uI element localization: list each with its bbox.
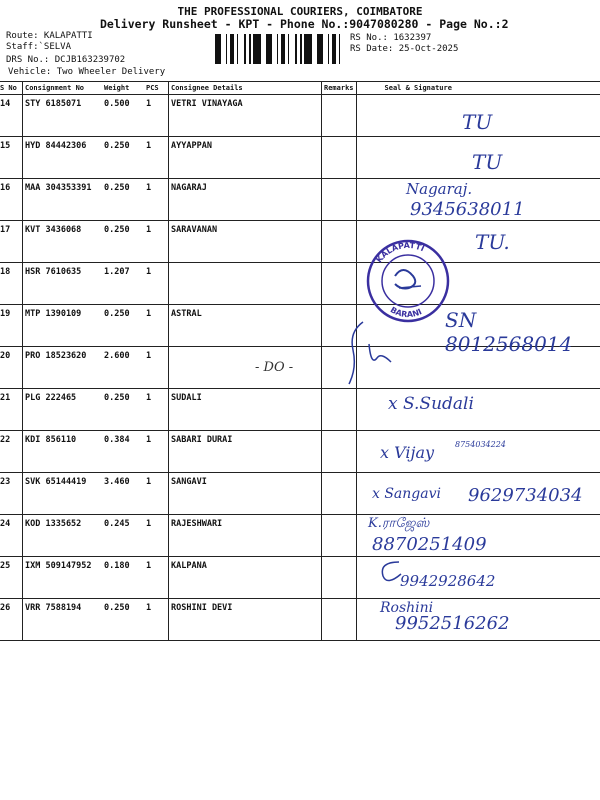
- cell-weight: 2.600: [102, 347, 144, 389]
- rs-number: RS No.: 1632397: [350, 33, 432, 43]
- table-row: [0, 431, 600, 473]
- runsheet-title: Delivery Runsheet - KPT - Phone No.:9047080280 - Page No.:2: [100, 17, 509, 31]
- cell-weight: 0.250: [102, 221, 144, 263]
- seal-ring-top: KALAPATTI: [374, 240, 426, 265]
- signature-17: TU.: [475, 230, 510, 254]
- company-title: THE PROFESSIONAL COURIERS, COIMBATORE: [177, 5, 423, 18]
- cell-consignment: STY 6185071: [23, 95, 103, 137]
- cell-consignment: MAA 304353391: [23, 179, 103, 221]
- signature-23-name: x Sangavi: [372, 486, 441, 502]
- signature-14: TU: [462, 110, 493, 134]
- col-consignee: Consignee Details: [169, 82, 322, 95]
- table-row: [0, 389, 600, 431]
- cell-remarks: [322, 137, 357, 179]
- signature-19: SN 8012568014: [445, 308, 573, 356]
- signature-16-name: Nagaraj.: [406, 180, 473, 198]
- cell-consignee: SARAVANAN: [169, 221, 322, 263]
- signature-23-phone: 9629734034: [468, 485, 583, 506]
- barcode: [215, 34, 345, 64]
- cell-pcs: 1: [144, 389, 169, 431]
- cell-weight: 0.250: [102, 389, 144, 431]
- cell-weight: 0.500: [102, 95, 144, 137]
- cell-weight: 0.250: [102, 179, 144, 221]
- svg-text:KALAPATTI: [374, 241, 425, 265]
- cell-remarks: [322, 473, 357, 515]
- cell-pcs: 1: [144, 221, 169, 263]
- cell-sno: 19: [0, 305, 23, 347]
- cell-sno: 14: [0, 95, 23, 137]
- table-row: [0, 137, 600, 179]
- cell-consignee: KALPANA: [169, 557, 322, 599]
- staff-label: Staff:`SELVA: [6, 42, 72, 52]
- table-row: [0, 557, 600, 599]
- cell-pcs: 1: [144, 557, 169, 599]
- cell-pcs: 1: [144, 347, 169, 389]
- table-row: [0, 95, 600, 137]
- cell-consignee: [169, 263, 322, 305]
- cell-consignee: SANGAVI: [169, 473, 322, 515]
- cell-pcs: 1: [144, 137, 169, 179]
- cell-consignment: PRO 18523620: [23, 347, 103, 389]
- cell-remarks: [322, 515, 357, 557]
- col-weight: Weight: [102, 82, 144, 95]
- cell-remarks: [322, 179, 357, 221]
- cell-sno: 18: [0, 263, 23, 305]
- cell-consignment: PLG 222465: [23, 389, 103, 431]
- drs-number: DRS No.: DCJB163239702: [6, 55, 126, 65]
- cell-pcs: 1: [144, 179, 169, 221]
- cell-consignee: SUDALI: [169, 389, 322, 431]
- signature-24-name: K.ராஜேஸ்: [368, 516, 430, 531]
- cell-remarks: [322, 557, 357, 599]
- seal-ring-bottom: BARANI: [388, 305, 424, 320]
- route-label: Route: KALAPATTI: [6, 31, 93, 41]
- cell-consignee: AYYAPPAN: [169, 137, 322, 179]
- cell-sno: 25: [0, 557, 23, 599]
- cell-weight: 0.250: [102, 137, 144, 179]
- rs-date: RS Date: 25-Oct-2025: [350, 44, 459, 54]
- cell-consignee: ASTRAL: [169, 305, 322, 347]
- cell-sno: 23: [0, 473, 23, 515]
- cell-consignment: IXM 509147952: [23, 557, 103, 599]
- cell-consignment: MTP 1390109: [23, 305, 103, 347]
- table-header-row: [0, 82, 600, 95]
- cell-sno: 21: [0, 389, 23, 431]
- runsheet-table: [0, 81, 600, 641]
- cell-consignment: HSR 7610635: [23, 263, 103, 305]
- cell-sno: 16: [0, 179, 23, 221]
- cell-remarks: [322, 431, 357, 473]
- cell-sno: 26: [0, 599, 23, 641]
- vehicle-label: Vehicle: Two Wheeler Delivery: [8, 67, 166, 77]
- table-row: [0, 263, 600, 305]
- cell-sno: 20: [0, 347, 23, 389]
- cell-consignment: KDI 856110: [23, 431, 103, 473]
- cell-consignment: KOD 1335652: [23, 515, 103, 557]
- cell-weight: 0.384: [102, 431, 144, 473]
- cell-consignee: NAGARAJ: [169, 179, 322, 221]
- cell-pcs: 1: [144, 473, 169, 515]
- cell-weight: 0.245: [102, 515, 144, 557]
- col-sno: S No: [0, 82, 23, 95]
- cell-consignee: RAJESHWARI: [169, 515, 322, 557]
- cell-sno: 17: [0, 221, 23, 263]
- col-signature: Seal & Signature: [356, 82, 600, 95]
- cell-weight: 0.180: [102, 557, 144, 599]
- signature-22-name: x Vijay: [380, 443, 435, 462]
- cell-consignee: VETRI VINAYAGA: [169, 95, 322, 137]
- signature-22-phone: 8754034224: [455, 440, 506, 449]
- table-row: [0, 221, 600, 263]
- cell-pcs: 1: [144, 95, 169, 137]
- cell-remarks: [322, 599, 357, 641]
- signature-26-name: Roshini: [380, 600, 434, 616]
- cell-weight: 3.460: [102, 473, 144, 515]
- cell-sno: 22: [0, 431, 23, 473]
- table-row: [0, 599, 600, 641]
- cell-consignee: [169, 347, 322, 389]
- signature-26-phone: 9952516262: [395, 613, 510, 634]
- signature-24-phone: 8870251409: [372, 534, 487, 555]
- cell-pcs: 1: [144, 515, 169, 557]
- signature-16-phone: 9345638011: [410, 199, 525, 220]
- cell-remarks: [322, 221, 357, 263]
- cell-consignment: VRR 7588194: [23, 599, 103, 641]
- cell-remarks: [322, 263, 357, 305]
- table-row: [0, 515, 600, 557]
- col-consignment: Consignment No: [23, 82, 103, 95]
- cell-weight: 0.250: [102, 305, 144, 347]
- cell-remarks: [322, 389, 357, 431]
- company-seal: [365, 238, 451, 324]
- cell-pcs: 1: [144, 431, 169, 473]
- signature-25-phone: 9942928642: [400, 572, 496, 590]
- signature-21: x S.Sudali: [388, 394, 474, 414]
- cell-consignment: SVK 65144419: [23, 473, 103, 515]
- remark-20: - DO -: [255, 360, 294, 375]
- cell-weight: 1.207: [102, 263, 144, 305]
- cell-consignee: ROSHINI DEVI: [169, 599, 322, 641]
- col-remarks: Remarks: [322, 82, 357, 95]
- cell-sno: 24: [0, 515, 23, 557]
- cell-remarks: [322, 95, 357, 137]
- cell-pcs: 1: [144, 599, 169, 641]
- col-pcs: PCS: [144, 82, 169, 95]
- cell-consignment: KVT 3436068: [23, 221, 103, 263]
- cell-sno: 15: [0, 137, 23, 179]
- cell-pcs: 1: [144, 263, 169, 305]
- signature-15: TU: [472, 150, 503, 174]
- cell-pcs: 1: [144, 305, 169, 347]
- cell-weight: 0.250: [102, 599, 144, 641]
- signature-20-scribble: [365, 340, 405, 370]
- cell-consignee: SABARI DURAI: [169, 431, 322, 473]
- cell-consignment: HYD 84442306: [23, 137, 103, 179]
